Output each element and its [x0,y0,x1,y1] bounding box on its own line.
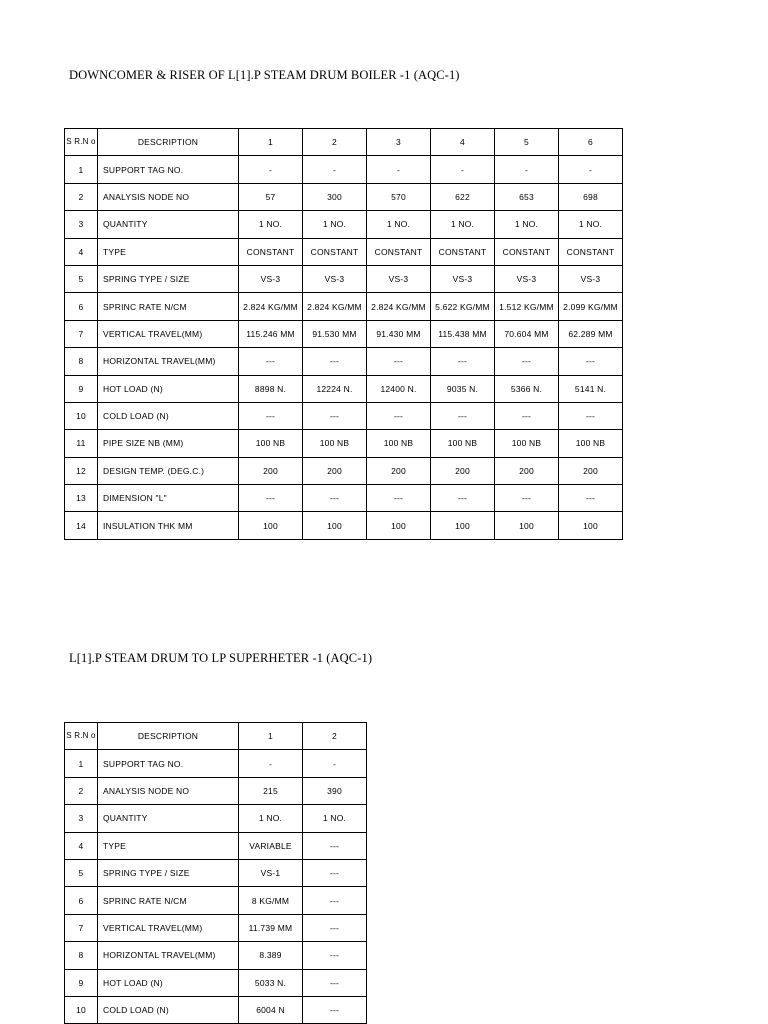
row-value: --- [495,348,559,375]
row-description: DESIGN TEMP. (DEG.C.) [98,457,239,484]
row-value: 200 [495,457,559,484]
support-table-1 [64,128,623,540]
table-row [65,156,623,183]
row-value: CONSTANT [303,238,367,265]
table-header-row [65,129,623,156]
row-value: 8.389 [239,942,303,969]
row-value: 2.824 KG/MM [239,293,303,320]
row-description: TYPE [98,238,239,265]
sr-no-header: S R.N o [65,723,98,750]
row-value: 1 NO. [367,211,431,238]
row-value: - [431,156,495,183]
row-value: 115.438 MM [431,320,495,347]
row-number: 4 [65,832,98,859]
row-description: VERTICAL TRAVEL(MM) [98,320,239,347]
row-value: 100 NB [559,430,623,457]
row-number: 2 [65,183,98,210]
table-row [65,914,367,941]
row-number: 1 [65,156,98,183]
row-value: --- [431,348,495,375]
description-header: DESCRIPTION [98,723,239,750]
row-number: 11 [65,430,98,457]
row-value: 5366 N. [495,375,559,402]
row-value: --- [303,859,367,886]
row-value: CONSTANT [559,238,623,265]
row-description: HOT LOAD (N) [98,969,239,996]
row-value: VS-3 [495,265,559,292]
column-header-4: 4 [431,129,495,156]
row-value: --- [431,485,495,512]
row-description: DIMENSION "L" [98,485,239,512]
row-value: - [367,156,431,183]
row-value: 100 NB [303,430,367,457]
table-row [65,211,623,238]
description-header: DESCRIPTION [98,129,239,156]
row-value: VARIABLE [239,832,303,859]
row-number: 9 [65,375,98,402]
row-value: 12224 N. [303,375,367,402]
row-value: 200 [431,457,495,484]
row-value: CONSTANT [495,238,559,265]
row-value: 1 NO. [559,211,623,238]
row-value: 5141 N. [559,375,623,402]
table-row [65,183,623,210]
row-number: 5 [65,859,98,886]
row-value: 1 NO. [495,211,559,238]
row-value: --- [239,348,303,375]
row-value: 8898 N. [239,375,303,402]
row-value: 6004 N [239,996,303,1023]
row-value: --- [367,348,431,375]
column-header-1: 1 [239,129,303,156]
column-header-1: 1 [239,723,303,750]
sr-no-header: S R.N o [65,129,98,156]
row-value: 57 [239,183,303,210]
row-value: --- [367,485,431,512]
row-description: SPRING TYPE / SIZE [98,265,239,292]
table-row [65,942,367,969]
row-value: 1 NO. [303,805,367,832]
row-value: - [495,156,559,183]
row-value: VS-1 [239,859,303,886]
row-value: VS-3 [559,265,623,292]
row-number: 5 [65,265,98,292]
row-value: 200 [367,457,431,484]
row-value: --- [303,832,367,859]
row-number: 10 [65,996,98,1023]
row-description: COLD LOAD (N) [98,996,239,1023]
section2-title: L[1].P STEAM DRUM TO LP SUPERHETER -1 (AQC-1) [69,651,373,665]
row-value: 100 NB [495,430,559,457]
row-description: INSULATION THK MM [98,512,239,539]
row-value: 2.824 KG/MM [367,293,431,320]
row-description: HORIZONTAL TRAVEL(MM) [98,942,239,969]
row-number: 4 [65,238,98,265]
row-value: 200 [559,457,623,484]
row-value: 1 NO. [303,211,367,238]
row-value: 1 NO. [431,211,495,238]
row-value: --- [303,914,367,941]
row-value: CONSTANT [431,238,495,265]
row-value: 215 [239,777,303,804]
table-row [65,859,367,886]
row-value: --- [303,485,367,512]
row-value: 91.530 MM [303,320,367,347]
table-row [65,832,367,859]
row-value: 12400 N. [367,375,431,402]
row-value: 653 [495,183,559,210]
support-table-2 [64,722,367,1024]
table-row [65,805,367,832]
column-header-5: 5 [495,129,559,156]
row-description: QUANTITY [98,211,239,238]
row-value: --- [303,887,367,914]
column-header-2: 2 [303,723,367,750]
row-description: QUANTITY [98,805,239,832]
row-description: HOT LOAD (N) [98,375,239,402]
row-value: 200 [239,457,303,484]
row-value: CONSTANT [239,238,303,265]
table-row [65,348,623,375]
row-value: CONSTANT [367,238,431,265]
row-value: 100 [431,512,495,539]
row-value: --- [303,969,367,996]
table-row [65,430,623,457]
row-number: 7 [65,320,98,347]
row-number: 6 [65,293,98,320]
row-value: 91.430 MM [367,320,431,347]
row-value: VS-3 [239,265,303,292]
row-value: --- [559,402,623,429]
table-row [65,320,623,347]
row-number: 13 [65,485,98,512]
table-row [65,457,623,484]
row-value: VS-3 [303,265,367,292]
row-value: 2.824 KG/MM [303,293,367,320]
row-description: HORIZONTAL TRAVEL(MM) [98,348,239,375]
row-value: 9035 N. [431,375,495,402]
row-value: --- [495,402,559,429]
row-number: 3 [65,211,98,238]
table-row [65,265,623,292]
row-value: - [303,156,367,183]
row-value: 100 NB [367,430,431,457]
row-description: ANALYSIS NODE NO [98,777,239,804]
row-value: --- [431,402,495,429]
column-header-6: 6 [559,129,623,156]
row-value: - [239,750,303,777]
row-value: --- [239,485,303,512]
section1-title: DOWNCOMER & RISER OF L[1].P STEAM DRUM BOILER -1 (AQC-1) [69,68,460,82]
table-header-row [65,723,367,750]
row-value: - [239,156,303,183]
row-value: 11.739 MM [239,914,303,941]
row-value: 2.099 KG/MM [559,293,623,320]
row-value: --- [303,348,367,375]
row-description: COLD LOAD (N) [98,402,239,429]
row-value: VS-3 [431,265,495,292]
row-value: 300 [303,183,367,210]
row-number: 8 [65,348,98,375]
row-value: 100 [559,512,623,539]
table-row [65,293,623,320]
table-row [65,512,623,539]
row-number: 2 [65,777,98,804]
table-row [65,375,623,402]
row-number: 14 [65,512,98,539]
row-value: --- [367,402,431,429]
row-value: 5033 N. [239,969,303,996]
row-value: --- [303,942,367,969]
row-number: 3 [65,805,98,832]
table-row [65,485,623,512]
row-description: VERTICAL TRAVEL(MM) [98,914,239,941]
row-description: SPRING TYPE / SIZE [98,859,239,886]
row-description: TYPE [98,832,239,859]
column-header-3: 3 [367,129,431,156]
row-description: SUPPORT TAG NO. [98,750,239,777]
table-row [65,777,367,804]
row-number: 1 [65,750,98,777]
row-number: 10 [65,402,98,429]
row-value: 8 KG/MM [239,887,303,914]
row-value: --- [559,348,623,375]
row-value: 62.289 MM [559,320,623,347]
row-value: --- [559,485,623,512]
row-number: 9 [65,969,98,996]
row-description: ANALYSIS NODE NO [98,183,239,210]
table-row [65,969,367,996]
row-value: 622 [431,183,495,210]
row-number: 12 [65,457,98,484]
row-number: 8 [65,942,98,969]
row-value: --- [239,402,303,429]
row-value: 100 [367,512,431,539]
row-value: 1 NO. [239,805,303,832]
row-value: 100 [495,512,559,539]
row-value: - [559,156,623,183]
table-row [65,402,623,429]
row-value: 100 [303,512,367,539]
table-row [65,238,623,265]
row-value: 70.604 MM [495,320,559,347]
column-header-2: 2 [303,129,367,156]
row-value: 1.512 KG/MM [495,293,559,320]
row-value: 100 NB [239,430,303,457]
row-description: SPRINC RATE N/CM [98,293,239,320]
row-value: 1 NO. [239,211,303,238]
row-value: VS-3 [367,265,431,292]
row-value: --- [495,485,559,512]
row-description: PIPE SIZE NB (MM) [98,430,239,457]
row-value: 570 [367,183,431,210]
row-value: 100 NB [431,430,495,457]
row-value: 115.246 MM [239,320,303,347]
row-value: 5.622 KG/MM [431,293,495,320]
row-value: 698 [559,183,623,210]
table-row [65,887,367,914]
row-value: - [303,750,367,777]
row-description: SUPPORT TAG NO. [98,156,239,183]
row-number: 6 [65,887,98,914]
table-row [65,996,367,1023]
row-value: --- [303,996,367,1023]
row-value: 200 [303,457,367,484]
table-row [65,750,367,777]
row-value: --- [303,402,367,429]
row-value: 390 [303,777,367,804]
row-description: SPRINC RATE N/CM [98,887,239,914]
row-number: 7 [65,914,98,941]
row-value: 100 [239,512,303,539]
